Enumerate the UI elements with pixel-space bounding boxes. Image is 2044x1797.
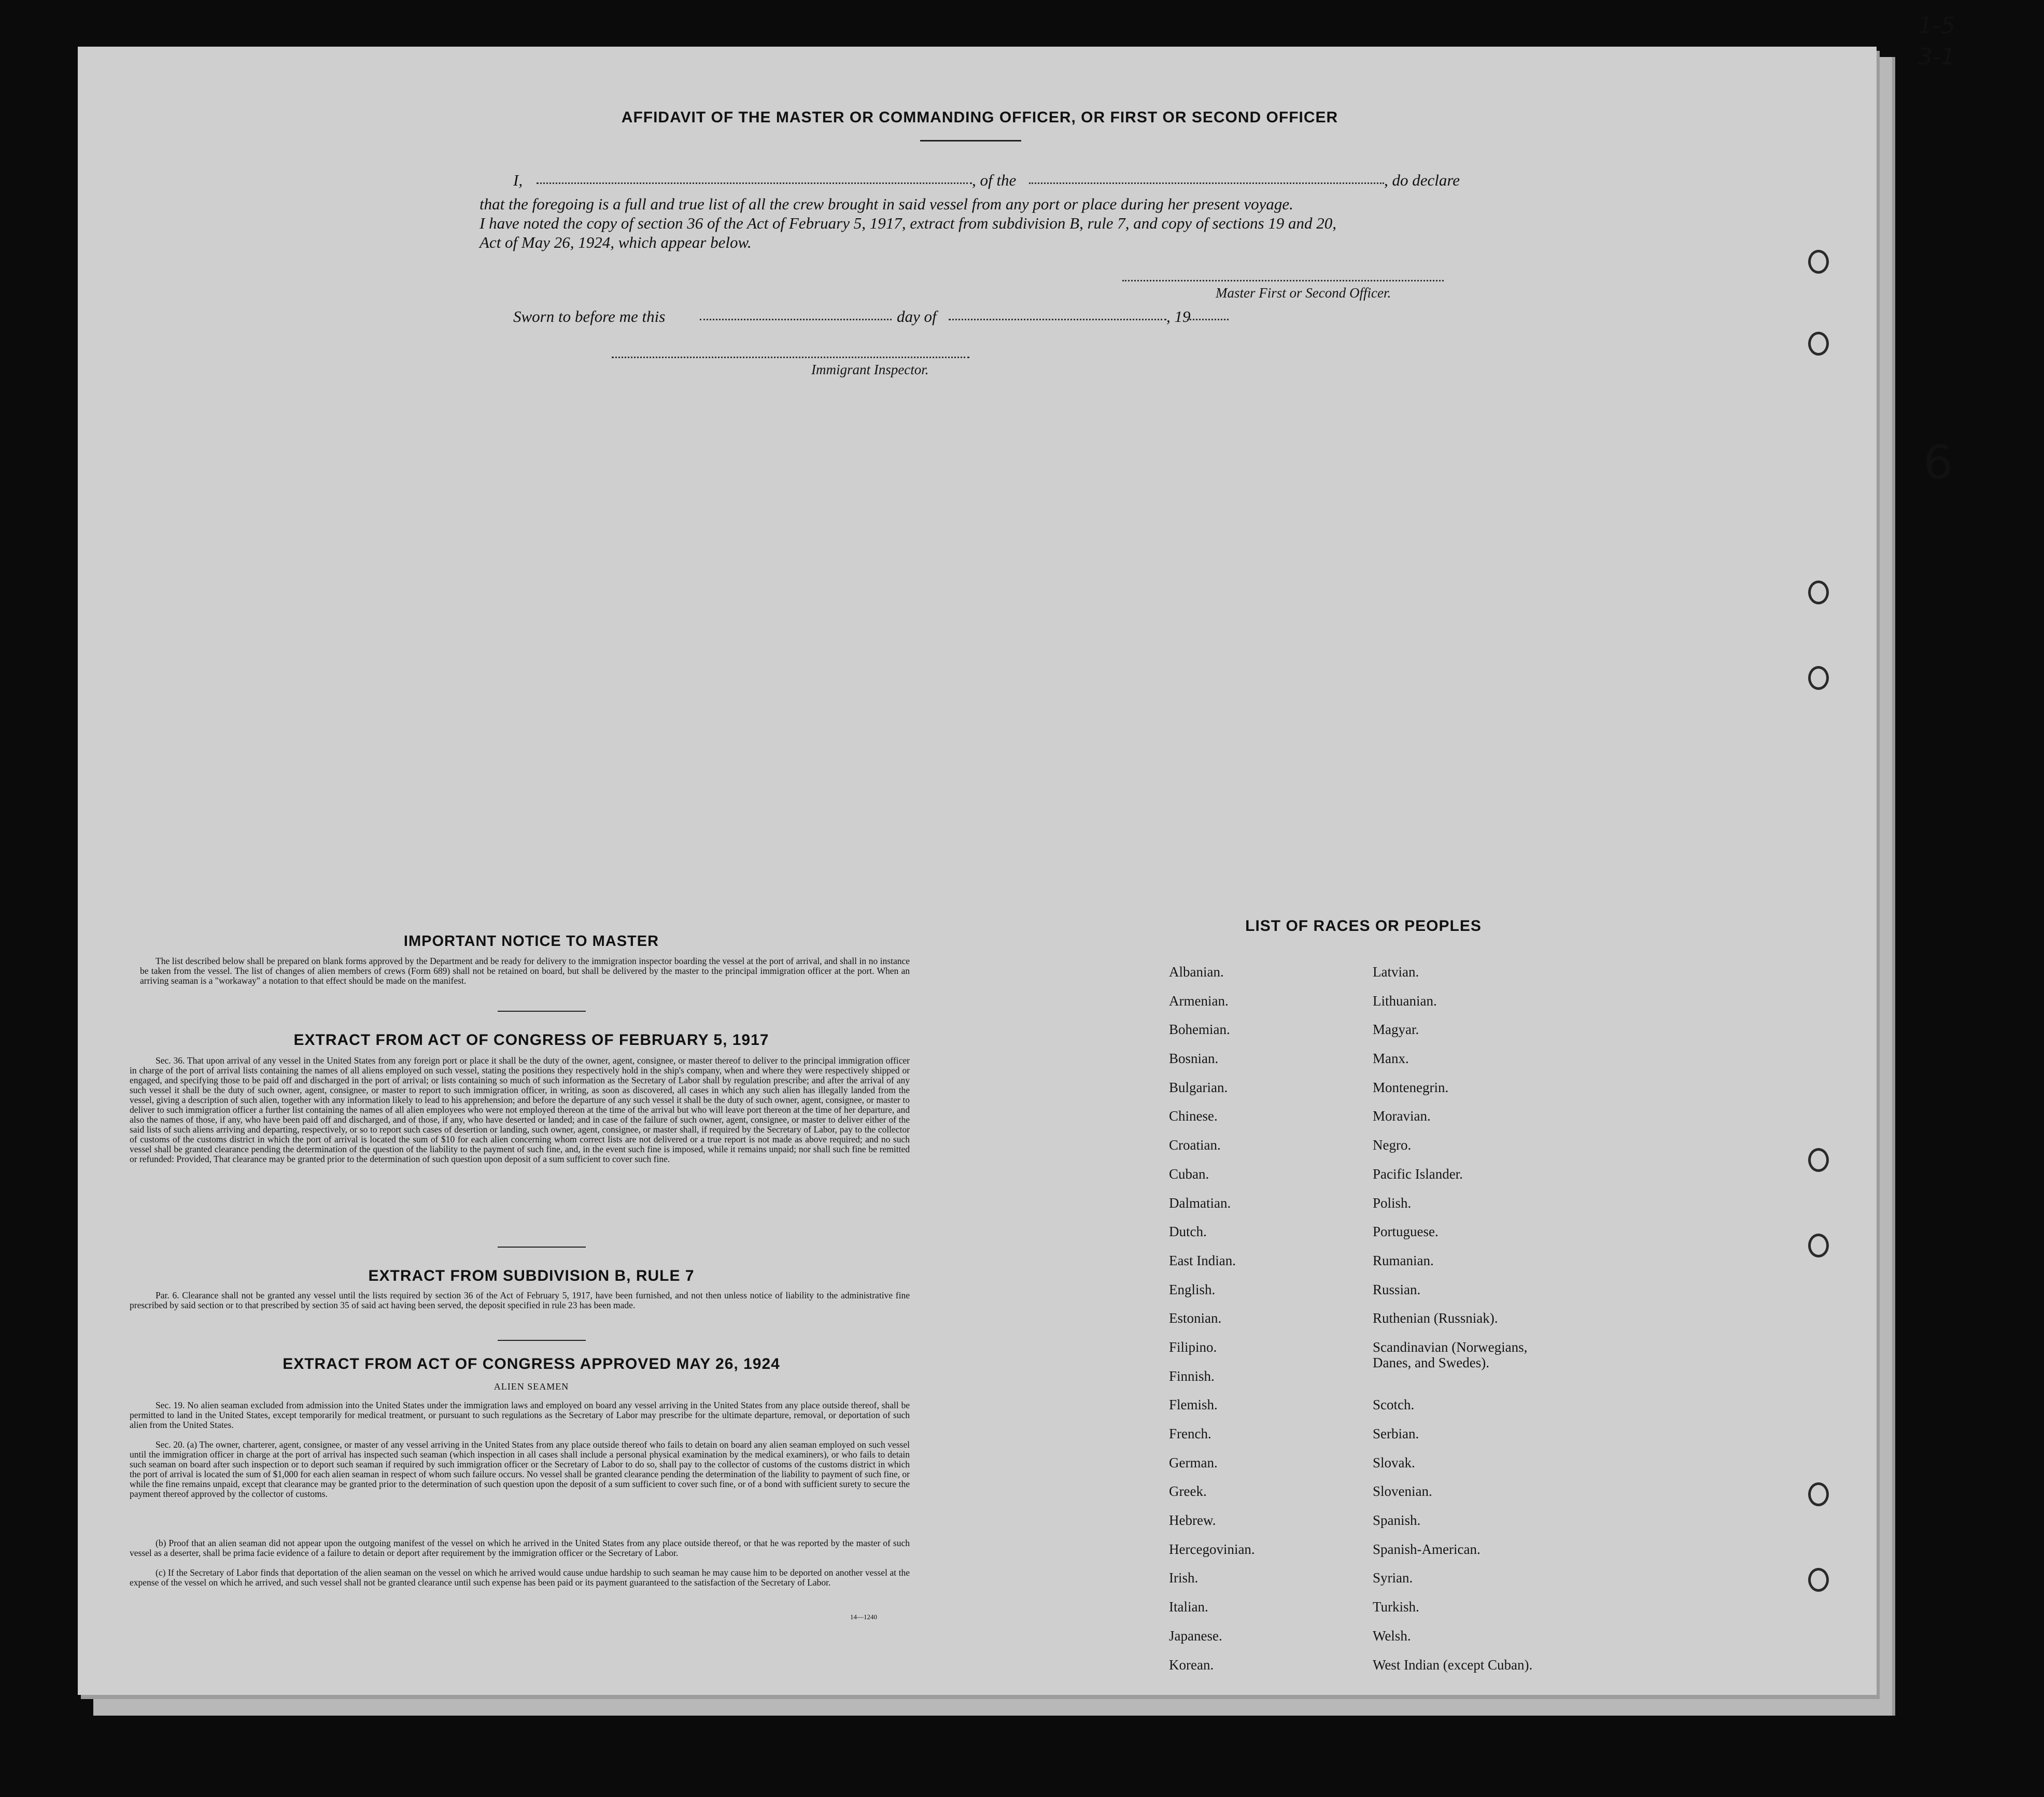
race-item: English. [1169,1281,1216,1297]
race-item: Korean. [1169,1657,1214,1673]
affidavit-declare: , do declare [1384,171,1460,189]
affidavit-line-2: that the foregoing is a full and true list of all the crew brought in said vessel from any port or place during her present voyage. [480,195,1293,213]
affidavit-i: I, [513,171,523,189]
alien-seamen-subtitle: ALIEN SEAMEN [494,1381,569,1392]
extract-1917-text: Sec. 36. That upon arrival of any vessel in the United States from any foreign port or place it shall be the duty of the owner, agent, consignee, or master thereof to deliver to the principal immigration officer in charge of the port of arrival lists containing the names of all aliens employed on such vessel, stating the positions they respectively hold in the ship's company, when and where they were respectively shipped or engaged, and specifying those to be paid off and discharged in the port of arrival; or lists containing so much of such information as the Secretary of Labor shall by regulation prescribe; and after the arrival of any such vessel it shall be the duty of such owner, agent, consignee, or master to report to such immigration officer, in writing, as soon as discovered, all cases in which any such alien has illegally landed from the vessel, giving a description of such alien, together with any information likely to lead to his apprehension; and before the departure of any such vessel it shall be the duty of such owner, agent, consignee, or master to deliver to such immigration officer a further list containing the names of all alien employees who were not employed thereon at the time of the arrival but who will leave port thereon at the time of her departure, and also the names of those, if any, who have been paid off and discharged, and of those, if any, who have deserted or landed; and in case of the failure of such owner, agent, consignee, or master to deliver either of the said lists of such aliens arriving and departing, respectively, or so to report such cases of desertion or landing, such owner, agent, consignee, or master shall, if required by the Secretary of Labor, pay to the collector of customs of the customs district in which the port of arrival is located the sum of $10 for each alien concerning whom correct lists are not delivered or a true report is not made as above required; and no such vessel shall be granted clearance pending the determination of the question of the liability to the payment of such fine, and, in the event such fine is imposed, while it remains unpaid; nor shall such fine be remitted or refunded: Provided, That clearance may be granted prior to the determination of such question upon deposit of a sum sufficient to cover such fine. [130,1055,910,1164]
binder-hole [41,555,59,578]
notice-title: IMPORTANT NOTICE TO MASTER [403,933,659,950]
race-item: Scotch. [1373,1397,1415,1413]
race-item: Japanese. [1169,1628,1222,1644]
punch-hole-ring [1808,666,1829,690]
races-column-2 [1373,964,1590,1686]
race-item: Finnish. [1169,1368,1215,1384]
race-item: Turkish. [1373,1599,1419,1615]
affidavit-of-the: , of the [972,171,1017,189]
binder-hole [41,1493,59,1517]
race-item: Serbian. [1373,1426,1419,1442]
race-item: Slovak. [1373,1454,1415,1470]
race-item: Dalmatian. [1169,1195,1231,1211]
race-item: Montenegrin. [1373,1079,1449,1095]
form-number: 14—1240 [850,1613,877,1621]
section-divider [498,1340,586,1341]
master-signature-line [1122,280,1444,281]
binder-hole [41,342,59,366]
race-item: Spanish-American. [1373,1541,1481,1557]
race-item: Italian. [1169,1599,1208,1615]
section-divider [498,1011,586,1012]
sworn-month-blank [949,319,1166,320]
race-item: Croatian. [1169,1137,1221,1153]
notice-text: The list described below shall be prepared on blank forms approved by the Department and be ready for delivery to the immigration inspector boarding the vessel at the port of arrival, and shall in no instance be taken from the vessel. The list of changes of alien members of crews (Form 689) shall not be retained on board, but shall be delivered by the master to the principal immigration officer at the port. When an arriving seaman is a "workaway" a notation to that effect should be made on the manifest. [140,956,910,986]
race-item: Filipino. [1169,1339,1217,1355]
binder-hole [41,311,59,335]
sworn-day-blank [700,319,892,320]
punch-hole-ring [1808,581,1829,604]
race-item: Magyar. [1373,1022,1419,1038]
extract-rule7-text: Par. 6. Clearance shall not be granted any vessel until the lists required by section 36 of the Act of February 5, 1917, have been furnished, and not then unless notice of liability to the administrative fine prescribed by said section or to that prescribed by section 35 of said act having been served, the deposit specified in rule 23 has been made. [130,1290,910,1310]
sec-19-text: Sec. 19. No alien seaman excluded from admission into the United States under the immigration laws and employed on board any vessel arriving in the United States from any place outside thereof, shall be permitted to land in the United States, except temporarily for medical treatment, or pursuant to such regulations as the Secretary of Labor may prescribe for the ultimate departure, removal, or deportation of such alien from the United States. [130,1400,910,1430]
binder-hole [41,223,59,247]
race-item: West Indian (except Cuban). [1373,1657,1533,1673]
race-item: Scandinavian (Norwegians, Danes, and Swedes). [1373,1339,1528,1370]
race-item: Manx. [1373,1051,1409,1067]
handwritten-folio-number: 6 [1923,435,1953,490]
race-item: Syrian. [1373,1570,1413,1586]
extract-rule7-title: EXTRACT FROM SUBDIVISION B, RULE 7 [368,1267,695,1284]
race-item: Negro. [1373,1137,1412,1153]
race-item: Bohemian. [1169,1022,1230,1038]
race-item: French. [1169,1426,1211,1441]
section-divider [498,1247,586,1248]
race-item: Irish. [1169,1570,1199,1586]
race-item: Slovenian. [1373,1483,1432,1499]
sworn-day-of: day of [897,307,937,326]
race-item: Flemish. [1169,1397,1218,1413]
race-item: Russian. [1373,1281,1421,1297]
extract-1917-title: EXTRACT FROM ACT OF CONGRESS OF FEBRUARY 5, 1917 [293,1031,769,1049]
inspector-label: Immigrant Inspector. [811,362,929,377]
races-title: LIST OF RACES OR PEOPLES [1245,917,1482,935]
handwritten-page-code: 1-5 3-1 [1918,12,1955,70]
binder-hole [41,949,59,972]
race-item: Rumanian. [1373,1252,1434,1268]
affidavit-title: AFFIDAVIT OF THE MASTER OR COMMANDING OFFICER, OR FIRST OR SECOND OFFICER [621,109,1338,126]
sworn-year: , 19 [1166,307,1191,326]
punch-hole-ring [1808,1568,1829,1592]
race-item: Greek. [1169,1483,1207,1499]
sec-20c-text: (c) If the Secretary of Labor finds that deportation of the alien seaman on the vessel on which he arrived would cause undue hardship to such seaman he may cause him to be deported on another vessel at the expense of the vessel on which he arrived, and such vessel shall not be granted clearance until such expense has been paid or its payment guaranteed to the satisfaction of the Secretary of Labor. [130,1567,910,1588]
inspector-signature-line [612,357,969,358]
extract-1924-title: EXTRACT FROM ACT OF CONGRESS APPROVED MAY 26, 1924 [283,1355,780,1372]
race-item: Ruthenian (Russniak). [1373,1310,1498,1326]
race-item: Portuguese. [1373,1224,1439,1240]
race-item: Hebrew. [1169,1512,1216,1529]
binder-hole [41,1374,59,1397]
title-underline [920,140,1021,142]
master-signature-label: Master First or Second Officer. [1216,285,1391,301]
race-item: Welsh. [1373,1628,1411,1644]
race-item: Pacific Islander. [1373,1166,1463,1182]
affidavit-line-3: I have noted the copy of section 36 of the Act of February 5, 1917, extract from subdivision B, rule 7, and copy of sections 19 and 20, [480,214,1337,232]
punch-hole-ring [1808,1234,1829,1257]
race-item: Lithuanian. [1373,993,1437,1009]
binder-hole [41,643,59,667]
vessel-name-blank [1029,182,1384,184]
sec-20a-text: Sec. 20. (a) The owner, charterer, agent, consignee, or master of any vessel arriving in the United States from any place outside thereof who fails to detain on board any alien seaman employed on such vessel until the immigration officer in charge at the port of arrival has inspected such seaman (which inspection in all cases shall include a personal physical examination by the medical examiners), or who fails to detain such seaman on board after such inspection or to deport such seaman if required by such immigration officer or the Secretary of Labor to do so, shall pay to the collector of customs of the customs district in which the port of arrival is located the sum of $1,000 for each alien seaman in respect of whom such failure occurs. No vessel shall be granted clearance pending the determination of the liability to payment of such fine, or while the fine remains unpaid, except that clearance may be granted prior to the determination of such question upon the deposit of a sum sufficient to cover such fine, or of a bond with sufficient surety to secure the payment thereof approved by the collector of customs. [130,1439,910,1499]
race-item: Bulgarian. [1169,1079,1228,1095]
punch-hole-ring [1808,332,1829,356]
race-item: German. [1169,1454,1218,1470]
race-item: East Indian. [1169,1252,1236,1268]
race-item: Cuban. [1169,1166,1209,1182]
sworn-year-blank [1187,319,1229,320]
race-item: Dutch. [1169,1224,1207,1240]
race-item: Moravian. [1373,1108,1431,1124]
affidavit-line-4: Act of May 26, 1924, which appear below. [480,233,752,251]
binder-hole [41,1249,59,1273]
race-item: Bosnian. [1169,1051,1219,1067]
race-item: Latvian. [1373,964,1419,980]
race-item: Chinese. [1169,1108,1218,1124]
race-item: Estonian. [1169,1310,1222,1326]
punch-hole-ring [1808,250,1829,274]
race-item: Armenian. [1169,993,1229,1009]
race-item: Polish. [1373,1195,1412,1211]
race-item: Hercegovinian. [1169,1541,1255,1557]
punch-hole-ring [1808,1148,1829,1172]
race-item: Albanian. [1169,964,1224,980]
master-name-blank [537,182,972,184]
races-column-1 [1169,964,1361,1686]
race-item: Spanish. [1373,1512,1421,1529]
sworn-prefix: Sworn to before me this [513,307,666,326]
punch-hole-ring [1808,1482,1829,1506]
sec-20b-text: (b) Proof that an alien seaman did not appear upon the outgoing manifest of the vessel on which he arrived in the United States from any place outside thereof, or that he was reported by the master of such vessel as a deserter, shall be prima facie evidence of a failure to detain or deport after requirement by the immigration officer or the Secretary of Labor. [130,1538,910,1558]
